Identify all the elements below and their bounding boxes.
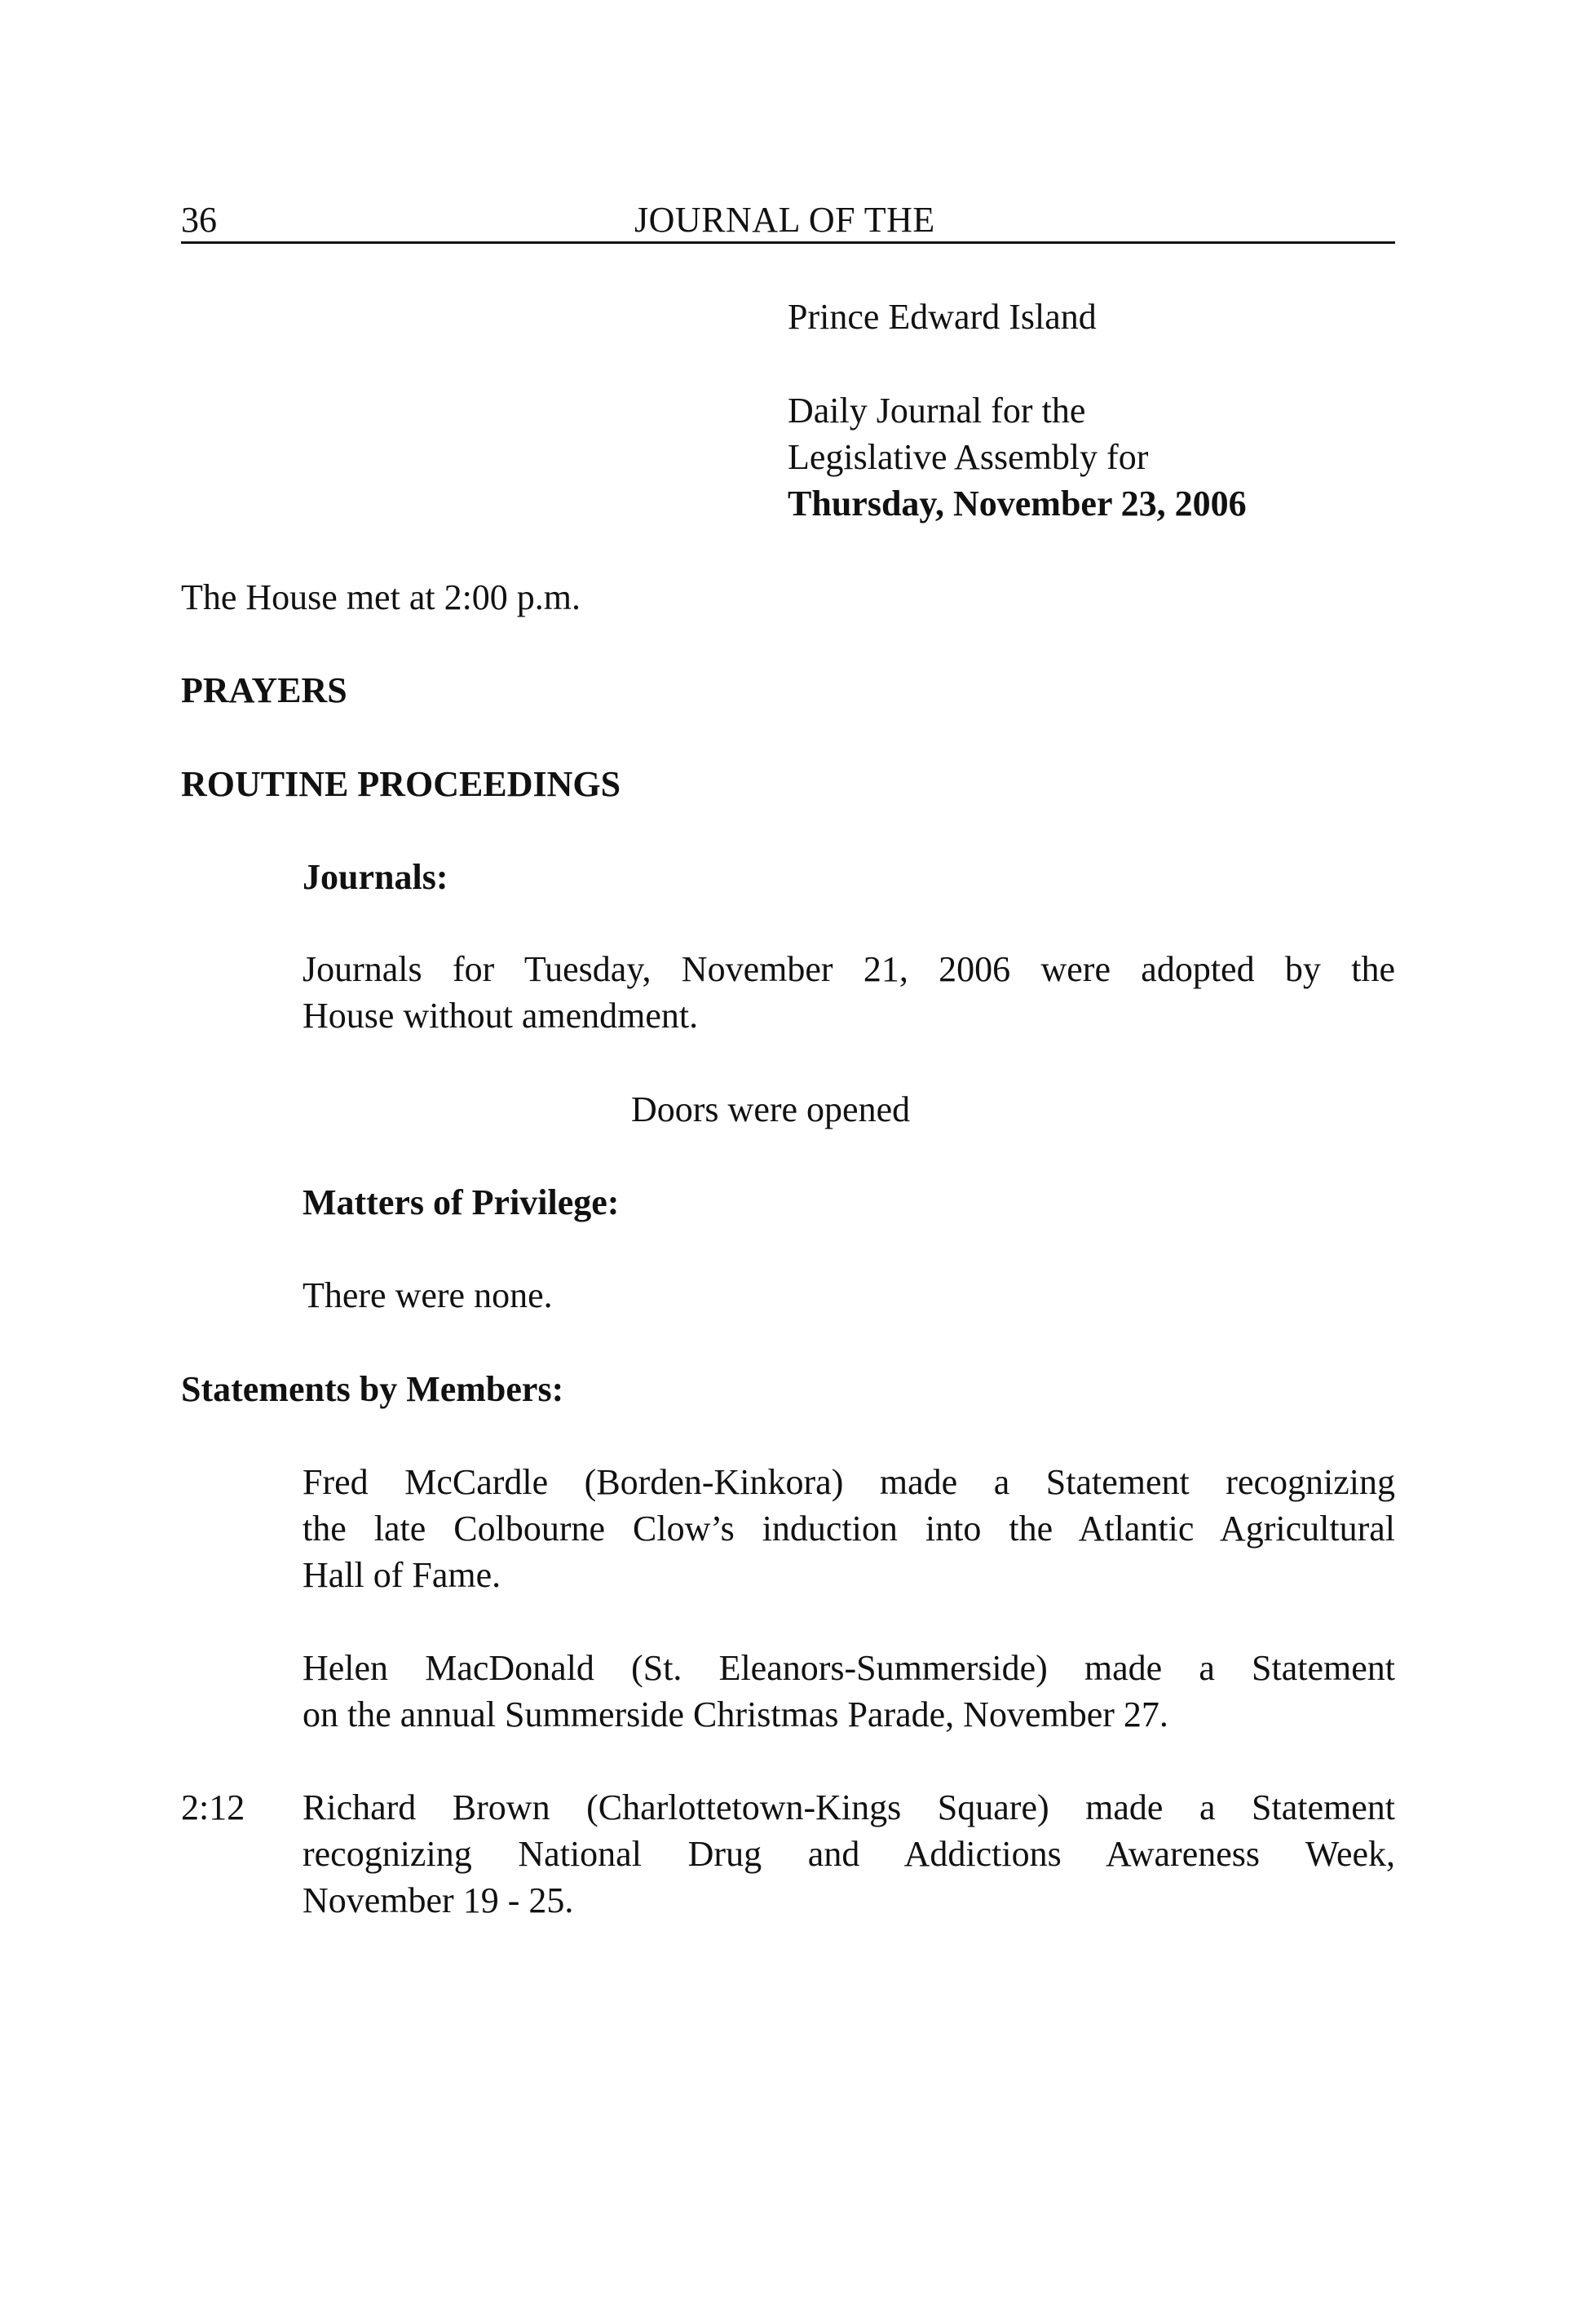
statement-3-line-3: November 19 - 25. [303, 1880, 574, 1920]
journal-title-line-1: Daily Journal for the [788, 391, 1086, 431]
statement-2-line-1: Helen MacDonald (St. Eleanors-Summerside) made a Statement [303, 1648, 1395, 1688]
journals-paragraph [303, 946, 1395, 1039]
statement-1-line-1: Fred McCardle (Borden-Kinkora) made a Statement recognizing [303, 1462, 1395, 1502]
statement-item [303, 1645, 1395, 1738]
journals-line-2: House without amendment. [303, 996, 699, 1036]
province-name: Prince Edward Island [788, 297, 1097, 337]
statement-1-line-3: Hall of Fame. [303, 1555, 501, 1595]
statement-1-line-2: the late Colbourne Clow’s induction into the Atlantic Agricultural [303, 1509, 1395, 1549]
privilege-heading: Matters of Privilege: [303, 1182, 620, 1222]
sitting-date: Thursday, November 23, 2006 [788, 484, 1247, 524]
opening-text: The House met at 2:00 p.m. [181, 577, 581, 617]
running-title: JOURNAL OF THE [634, 200, 935, 240]
page-number: 36 [181, 200, 217, 240]
statement-3-line-2: recognizing National Drug and Addictions Awareness Week, [303, 1834, 1395, 1874]
statement-item [303, 1459, 1395, 1598]
statement-3-line-1: Richard Brown (Charlottetown-Kings Square) made a Statement [303, 1787, 1395, 1827]
opening-statement [181, 574, 581, 621]
statement-2-line-2: on the annual Summerside Christmas Parade, November 27. [303, 1694, 1168, 1734]
statements-heading: Statements by Members: [181, 1369, 564, 1409]
statement-item [303, 1784, 1395, 1924]
journal-title [788, 387, 1247, 527]
statement-time-marker: 2:12 [181, 1787, 245, 1827]
routine-proceedings-heading: ROUTINE PROCEEDINGS [181, 764, 621, 804]
journals-line-1: Journals for Tuesday, November 21, 2006 were adopted by the [303, 949, 1395, 989]
running-header [181, 201, 1395, 244]
privilege-text: There were none. [303, 1275, 553, 1315]
doors-opened-note: Doors were opened [631, 1089, 911, 1129]
prayers-heading: PRAYERS [181, 670, 347, 710]
journal-title-line-2: Legislative Assembly for [788, 437, 1149, 477]
journals-heading: Journals: [303, 857, 448, 897]
title-block [788, 294, 1097, 340]
